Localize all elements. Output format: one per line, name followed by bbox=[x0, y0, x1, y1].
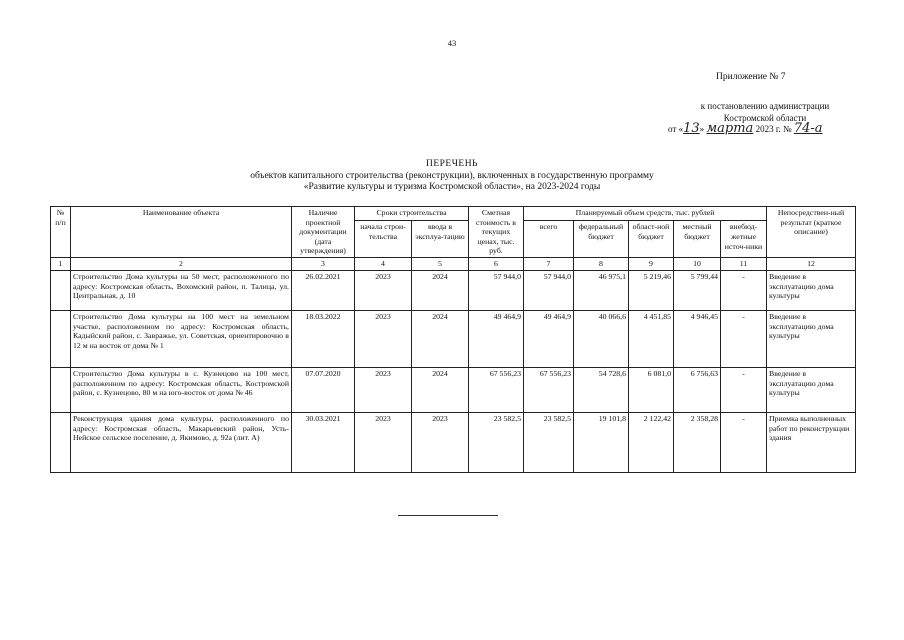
column-number: 7 bbox=[524, 257, 574, 270]
regional-budget: 5 219,46 bbox=[629, 270, 674, 310]
local-budget: 2 358,28 bbox=[674, 412, 721, 472]
header-docs: Наличие проектной документации (дата утверждения) bbox=[292, 207, 355, 258]
docs-date: 18.03.2022 bbox=[292, 310, 355, 367]
table-row bbox=[51, 412, 856, 472]
header-local: местный бюджет bbox=[674, 221, 721, 258]
page-number: 43 bbox=[447, 38, 457, 48]
header-cost: Сметная стоимость в текущих ценах, тыс. руб. bbox=[469, 207, 524, 258]
docs-date: 30.03.2021 bbox=[292, 412, 355, 472]
decree-line-2: Костромской области bbox=[723, 113, 807, 123]
local-budget: 4 946,45 bbox=[674, 310, 721, 367]
start-year: 2023 bbox=[355, 367, 412, 412]
estimated-cost: 67 556,23 bbox=[469, 367, 524, 412]
decree-mid: » bbox=[699, 124, 707, 134]
object-name: Реконструкция здания дома культуры, расположенного по адресу: Костромская область, Макарьевский район, Усть-Нейское сельское поселение, д. Якимово, д. 92а (лит. А) bbox=[71, 412, 292, 472]
header-federal: федеральный бюджет bbox=[574, 221, 629, 258]
column-number: 6 bbox=[469, 257, 524, 270]
federal-budget: 19 101,8 bbox=[574, 412, 629, 472]
regional-budget: 4 451,85 bbox=[629, 310, 674, 367]
document-title: ПЕРЕЧЕНЬ bbox=[425, 159, 479, 169]
commission-year: 2024 bbox=[412, 310, 469, 367]
federal-budget: 46 975,1 bbox=[574, 270, 629, 310]
appendix-label: Приложение № 7 bbox=[716, 72, 786, 82]
decree-date-line bbox=[668, 121, 823, 136]
estimated-cost: 23 582,5 bbox=[469, 412, 524, 472]
column-number: 11 bbox=[721, 257, 767, 270]
column-number: 1 bbox=[51, 257, 71, 270]
direct-result: Введение в эксплуатацию дома культуры bbox=[767, 310, 856, 367]
decree-day-handwritten: 13 bbox=[683, 121, 700, 136]
federal-budget: 40 066,6 bbox=[574, 310, 629, 367]
planned-total: 67 556,23 bbox=[524, 367, 574, 412]
row-num bbox=[51, 412, 71, 472]
estimated-cost: 49 464,9 bbox=[469, 310, 524, 367]
start-year: 2023 bbox=[355, 412, 412, 472]
decree-month-handwritten: марта bbox=[706, 121, 754, 136]
closing-divider bbox=[398, 515, 498, 516]
extra-budget: - bbox=[721, 367, 767, 412]
object-name: Строительство Дома культуры в с. Кузнецово на 100 мест, расположенном по адресу: Костромская область, Костромской район, с. Кузнецово, 80 м на юго-восток от дома № 46 bbox=[71, 367, 292, 412]
commission-year: 2023 bbox=[412, 412, 469, 472]
object-name: Строительство Дома культуры на 100 мест на земельном участке, расположенном по адресу: Костромская область, Кадыйский район, с. Завражье, ул. Советская, ориентировочно в 12 м на восток от дома № 1 bbox=[71, 310, 292, 367]
extra-budget: - bbox=[721, 270, 767, 310]
federal-budget: 54 728,6 bbox=[574, 367, 629, 412]
document-heading bbox=[0, 159, 904, 194]
header-total: всего bbox=[524, 221, 574, 258]
table-row bbox=[51, 367, 856, 412]
direct-result: Введение в эксплуатацию дома культуры bbox=[767, 270, 856, 310]
header-regional: област-ной бюджет bbox=[629, 221, 674, 258]
decree-year: 2023 г. № bbox=[753, 124, 794, 134]
direct-result: Приемка выполненных работ по реконструкции здания bbox=[767, 412, 856, 472]
header-planned: Планируемый объем средств, тыс. рублей bbox=[524, 207, 767, 221]
start-year: 2023 bbox=[355, 270, 412, 310]
header-commission: ввода в эксплуа-тацию bbox=[412, 221, 469, 258]
column-number-row bbox=[51, 257, 856, 270]
document-subtitle-1: объектов капитального строительства (реконструкции), включенных в государственную программу bbox=[250, 170, 654, 181]
header-name: Наименование объекта bbox=[71, 207, 292, 258]
object-name: Строительство Дома культуры на 50 мест, расположенного по адресу: Костромская область, Вохомский район, п. Талица, ул. Центральная, д. 10 bbox=[71, 270, 292, 310]
table-row bbox=[51, 270, 856, 310]
start-year: 2023 bbox=[355, 310, 412, 367]
document-subtitle-2: «Развитие культуры и туризма Костромской области», на 2023-2024 годы bbox=[303, 182, 601, 192]
column-number: 8 bbox=[574, 257, 629, 270]
decree-number-handwritten: 74-а bbox=[793, 121, 823, 136]
column-number: 5 bbox=[412, 257, 469, 270]
row-num bbox=[51, 270, 71, 310]
column-number: 4 bbox=[355, 257, 412, 270]
decree-line-1: к постановлению администрации bbox=[700, 101, 830, 111]
column-number: 3 bbox=[292, 257, 355, 270]
docs-date: 26.02.2021 bbox=[292, 270, 355, 310]
extra-budget: - bbox=[721, 310, 767, 367]
header-result: Непосредствен-ный результат (краткое описание) bbox=[767, 207, 856, 258]
planned-total: 23 582,5 bbox=[524, 412, 574, 472]
column-number: 9 bbox=[629, 257, 674, 270]
regional-budget: 6 081,0 bbox=[629, 367, 674, 412]
column-number: 10 bbox=[674, 257, 721, 270]
commission-year: 2024 bbox=[412, 270, 469, 310]
header-period: Сроки строительства bbox=[355, 207, 469, 221]
objects-table bbox=[50, 206, 856, 473]
decree-prefix: от « bbox=[668, 124, 684, 134]
docs-date: 07.07.2020 bbox=[292, 367, 355, 412]
row-num bbox=[51, 310, 71, 367]
column-number: 2 bbox=[71, 257, 292, 270]
header-num: № п/п bbox=[51, 207, 71, 258]
planned-total: 49 464,9 bbox=[524, 310, 574, 367]
header-extra: внебюд-жетные источ-ники bbox=[721, 221, 767, 258]
column-number: 12 bbox=[767, 257, 856, 270]
commission-year: 2024 bbox=[412, 367, 469, 412]
local-budget: 6 756,63 bbox=[674, 367, 721, 412]
regional-budget: 2 122,42 bbox=[629, 412, 674, 472]
direct-result: Введение в эксплуатацию дома культуры bbox=[767, 367, 856, 412]
table-row bbox=[51, 310, 856, 367]
extra-budget: - bbox=[721, 412, 767, 472]
estimated-cost: 57 944,0 bbox=[469, 270, 524, 310]
local-budget: 5 799,44 bbox=[674, 270, 721, 310]
header-start: начала строи-тельства bbox=[355, 221, 412, 258]
planned-total: 57 944,0 bbox=[524, 270, 574, 310]
row-num bbox=[51, 367, 71, 412]
